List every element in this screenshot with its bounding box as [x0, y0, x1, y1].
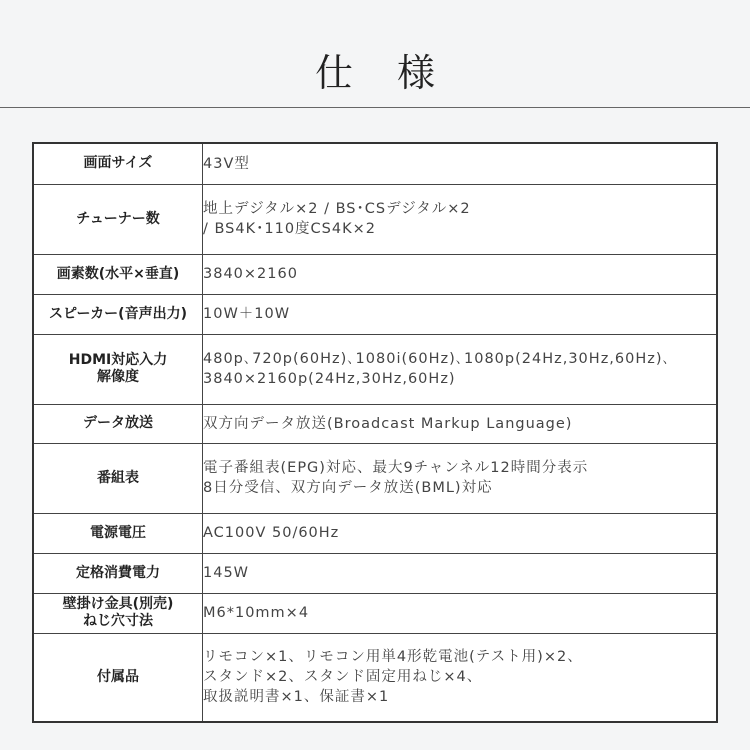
row-label-pixels: 画素数(水平×垂直): [33, 254, 203, 294]
table-row: [33, 513, 717, 553]
row-label-wall-mount: 壁掛け金具(別売) ねじ穴寸法: [33, 593, 203, 633]
row-label-data-broadcast: データ放送: [33, 404, 203, 443]
row-label-tuners: チューナー数: [33, 184, 203, 254]
table-row: [33, 443, 717, 513]
row-label-power-voltage: 電源電圧: [33, 513, 203, 553]
table-row: [33, 593, 717, 633]
title-divider: [0, 107, 750, 108]
row-label-power-consumption: 定格消費電力: [33, 553, 203, 593]
row-label-screen-size: 画面サイズ: [33, 143, 203, 184]
row-value-wall-mount: M6*10mm×4: [203, 593, 718, 633]
table-row: [33, 184, 717, 254]
table-row: [33, 404, 717, 443]
row-label-speaker: スピーカー(音声出力): [33, 294, 203, 334]
row-value-program-guide: 電子番組表(EPG)対応、最大9チャンネル12時間分表示 8日分受信、双方向データ放送(BML)対応: [203, 443, 718, 513]
table-row: [33, 254, 717, 294]
row-value-data-broadcast: 双方向データ放送(Broadcast Markup Language): [203, 404, 718, 443]
row-value-screen-size: 43V型: [203, 143, 718, 184]
row-label-hdmi-resolution: HDMI対応入力 解像度: [33, 334, 203, 404]
spec-table: [32, 142, 718, 723]
row-value-speaker: 10W＋10W: [203, 294, 718, 334]
table-row: [33, 553, 717, 593]
row-value-power-voltage: AC100V 50/60Hz: [203, 513, 718, 553]
table-row: [33, 633, 717, 722]
table-row: [33, 294, 717, 334]
row-value-power-consumption: 145W: [203, 553, 718, 593]
row-value-pixels: 3840×2160: [203, 254, 718, 294]
row-value-hdmi-resolution: 480p､720p(60Hz)､1080i(60Hz)､1080p(24Hz,30Hz,60Hz)､ 3840×2160p(24Hz,30Hz,60Hz): [203, 334, 718, 404]
row-value-tuners: 地上デジタル×2 / BS･CSデジタル×2 / BS4K･110度CS4K×2: [203, 184, 718, 254]
table-row: [33, 143, 717, 184]
table-row: [33, 334, 717, 404]
page-title: 仕 様: [314, 51, 452, 95]
row-label-program-guide: 番組表: [33, 443, 203, 513]
row-value-accessories: リモコン×1、リモコン用単4形乾電池(テスト用)×2、 スタンド×2、スタンド固定用ねじ×4、 取扱説明書×1、保証書×1: [203, 633, 718, 722]
row-label-accessories: 付属品: [33, 633, 203, 722]
